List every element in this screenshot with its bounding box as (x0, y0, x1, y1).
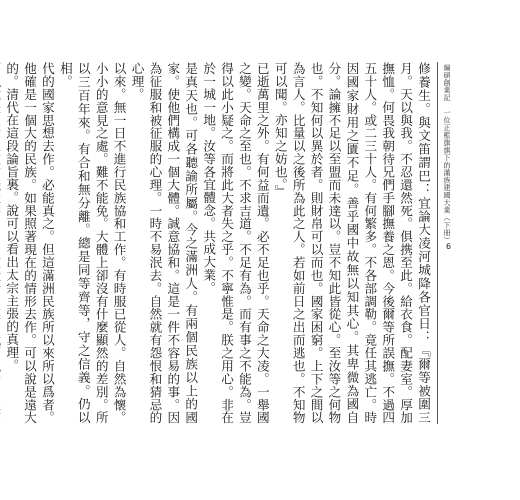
paragraph (0, 62, 2, 424)
paragraph: 已逝萬里之外。有何益而遺。必不足也乎。天命之大凌。一舉國之變。天命之至也。不求吉道。不足有為。而有事之不能為。豈得以此小疑之。而將此大者失之乎。不寧惟是。朕之用心。非在於一城一地。汝等各宜體念。共成大業。 (201, 62, 270, 424)
paragraph: 是真天也。可各聽諭所屬。今之滿洲人。有兩個民族以上的國家。使他們構成一個大體。誠意協和。這是一件不容易的事。因為征服和被征服的心理。一時不易泯去。自然就有怨恨和猜忌的心理。 (129, 62, 199, 424)
header-rule (437, 62, 438, 424)
page-number: 6 (446, 242, 452, 251)
paragraph: 以來。無一日不進行民族協和工作。有時服已從人。自然為懷。小小的意見之處。難不能免。大體上卻沒有什麼顯然的差別。所以三百年來。有合和無分離。總是同等齊等，守之信義。仍以相。 (57, 62, 127, 424)
paragraph: 修養生。與文笛謂巴：宜論大凌河城降各官日：『爾等被圍三月。天以與我。不忍還然死。俱携至此。給衣食。配妻室。厚加撫恤。何畏我朝待兄們手腳撫養之恩。今後爾等所誤撫。不過四五十人。或二三十人。有何繁多。不各部調勒。竟任其逃亡。時因國家財用之匱不足。善乎國中故無以知其心。其卑微為國自分。論擁不足以至盟而未達以。豈不知此皆從心。至汝等之何物也。不知何以異於者。則財帛可以而也。國家困窮。上下之間以為言人。比量以之後所為此之人。若如前日之出而逃也。不知物可以聞。亦知之妨也。』 (272, 62, 431, 424)
body-text (4, 62, 432, 424)
running-head: 編碩創業記 一位正藍旗旗下的滿族建國大業（下冊） (443, 64, 451, 244)
paragraph: 代的國家思想去作。必能真之。但這滿洲民族所以來所以爲者。他確是一個大的民族。如果照著現在的情形去作。可以說是遠大的。清代在這段論旨裏。說可以看出太宗主張的真理。 (4, 62, 55, 424)
